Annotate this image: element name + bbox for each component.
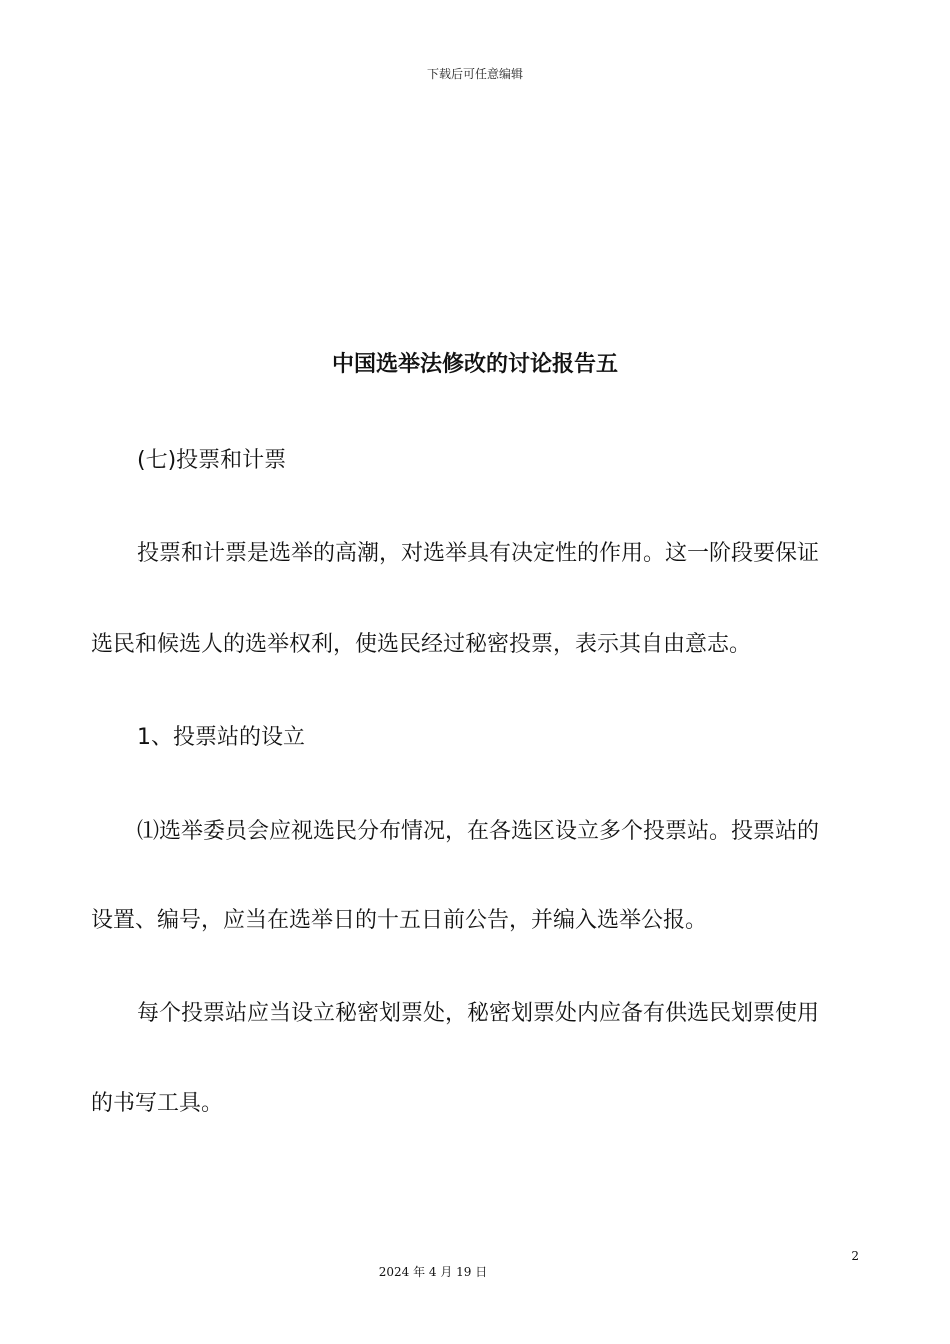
- section-heading-voting-counting: (七)投票和计票: [137, 448, 287, 473]
- header-note: 下载后可任意编辑: [426, 67, 523, 81]
- paragraph-line: ⑴选举委员会应视选民分布情况，在各选区设立多个投票站。投票站的: [137, 819, 820, 844]
- paragraph-line: 投票和计票是选举的高潮，对选举具有决定性的作用。这一阶段要保证: [137, 541, 820, 566]
- footer-date: 2024 年 4 月 19 日: [378, 1265, 488, 1279]
- paragraph-line: 每个投票站应当设立秘密划票处，秘密划票处内应备有供选民划票使用: [137, 1001, 820, 1026]
- document-title: 中国选举法修改的讨论报告五: [331, 352, 618, 377]
- paragraph-line: 选民和候选人的选举权利，使选民经过秘密投票，表示其自由意志。: [91, 632, 752, 657]
- page-number: 2: [851, 1249, 859, 1263]
- subsection-heading-polling-station: 1、投票站的设立: [137, 725, 305, 750]
- paragraph-line: 的书写工具。: [91, 1091, 224, 1116]
- paragraph-line: 设置、编号，应当在选举日的十五日前公告，并编入选举公报。: [91, 908, 708, 933]
